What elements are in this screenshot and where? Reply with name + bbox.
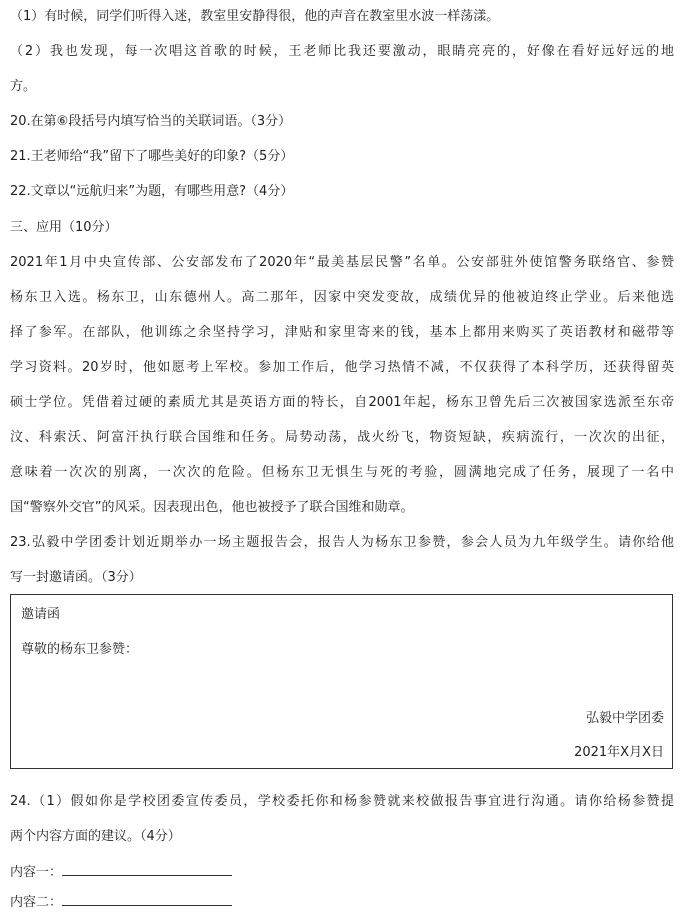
passage-line-7: 意味着一次次的别离，一次次的危险。但杨东卫无惧生与死的考验，圆满地完成了任务，展现了一名中 [10, 465, 674, 480]
section-heading: 三、应用（10分） [10, 220, 118, 235]
letter-date: 2021年X月X日 [574, 745, 664, 760]
answer-item-2-label: 内容二： [10, 895, 63, 910]
line-1: （1）有时候，同学们听得入迷，教室里安静得很，他的声音在教室里水波一样荡漾。 [10, 9, 500, 24]
letter-signature: 弘毅中学团委 [585, 711, 664, 726]
question-21: 21.王老师给“我”留下了哪些美好的印象?（5分） [10, 149, 294, 164]
line-3: 方。 [10, 79, 37, 94]
letter-title: 邀请函 [21, 607, 61, 622]
answer-item-2 [10, 893, 232, 912]
answer-blank-2[interactable] [62, 893, 232, 906]
question-20: 20.在第⑥段括号内填写恰当的关联词语。（3分） [10, 114, 292, 129]
answer-item-1 [10, 863, 232, 882]
answer-blank-1[interactable] [62, 863, 232, 876]
question-24-line-1: 24.（1）假如你是学校团委宣传委员，学校委托你和杨参赞就来校做报告事宜进行沟通。请你给杨参赞提 [10, 794, 674, 809]
invitation-letter-box [10, 594, 673, 769]
passage-line-1: 2021年1月中央宣传部、公安部发布了2020年“最美基层民警”名单。公安部驻外使馆警务联络官、参赞 [10, 255, 674, 270]
letter-greeting: 尊敬的杨东卫参赞： [21, 642, 139, 657]
passage-line-4: 学习资料。20岁时，他如愿考上军校。参加工作后，他学习热情不减，不仅获得了本科学历，还获得留英 [10, 360, 674, 375]
passage-line-3: 择了参军。在部队，他训练之余坚持学习，津贴和家里寄来的钱，基本上都用来购买了英语教材和磁带等 [10, 325, 674, 340]
passage-line-6: 汶、科索沃、阿富汗执行联合国维和任务。局势动荡，战火纷飞，物资短缺，疾病流行，一次次的出征， [10, 430, 674, 445]
question-23-line-2: 写一封邀请函。（3分） [10, 570, 142, 585]
passage-line-2: 杨东卫入选。杨东卫，山东德州人。高二那年，因家中突发变故，成绩优异的他被迫终止学业。后来他选 [10, 290, 674, 305]
answer-item-1-label: 内容一： [10, 865, 63, 880]
question-23-line-1: 23.弘毅中学团委计划近期举办一场主题报告会，报告人为杨东卫参赞，参会人员为九年级学生。请你给他 [10, 535, 674, 550]
passage-line-5: 硕士学位。凭借着过硬的素质尤其是英语方面的特长，自2001年起，杨东卫曾先后三次被国家选派至东帝 [10, 395, 674, 410]
question-24-line-2: 两个内容方面的建议。（4分） [10, 829, 181, 844]
passage-line-8: 国“警察外交官”的风采。因表现出色，他也被授予了联合国维和勋章。 [10, 500, 414, 515]
line-2: （2）我也发现，每一次唱这首歌的时候，王老师比我还要激动，眼睛亮亮的，好像在看好远好远的地 [10, 44, 674, 59]
question-22: 22.文章以“远航归来”为题，有哪些用意?（4分） [10, 184, 294, 199]
